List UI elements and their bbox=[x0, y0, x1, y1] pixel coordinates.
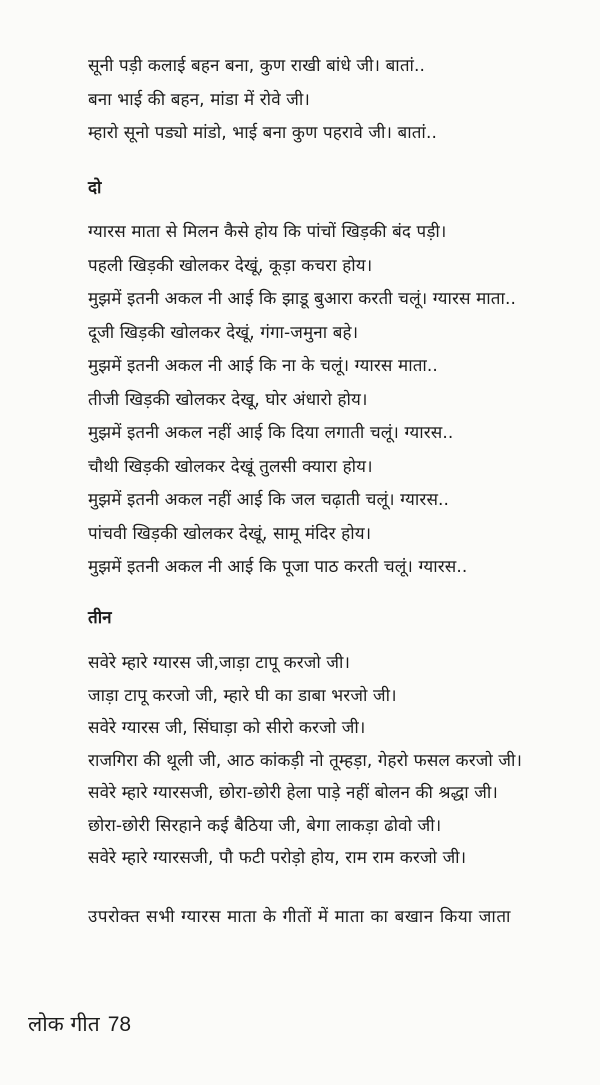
verse-line: मुझमें इतनी अकल नहीं आई कि दिया लगाती चलूं। ग्यारस.. bbox=[88, 423, 454, 443]
verse-line: छोरा-छोरी सिरहाने कई बैठिया जी, बेगा लाकड़ा ढोवो जी। bbox=[88, 815, 442, 836]
section-heading-two: दो bbox=[88, 178, 102, 198]
verse-line: म्हारो सूनो पड्यो मांडो, भाई बना कुण पहरावे जी। बातां.. bbox=[88, 123, 437, 143]
section-heading-three: तीन bbox=[88, 608, 112, 628]
verse-line: चौथी खिड़की खोलकर देखूं तुलसी क्यारा होय। bbox=[88, 456, 373, 477]
page-footer bbox=[28, 1004, 131, 1045]
verse-line: सवेरे म्हारे ग्यारस जी,जाड़ा टापू करजो जी। bbox=[88, 653, 351, 673]
verse-line: पहली खिड़की खोलकर देखूं, कूड़ा कचरा होय। bbox=[88, 255, 373, 276]
stanza-1 bbox=[88, 50, 593, 151]
verse-line: सवेरे म्हारे ग्यारसजी, पौ फटी परोड़ो होय, राम राम करजो जी। bbox=[88, 848, 467, 868]
page-number: 78 bbox=[107, 1013, 132, 1036]
closing-paragraph: उपरोक्त सभी ग्यारस माता के गीतों में माता का बखान किया जाता bbox=[88, 907, 512, 927]
verse-line: सवेरे ग्यारस जी, सिंघाड़ा को सीरो करजो जी। bbox=[88, 718, 366, 738]
book-title: लोक गीत bbox=[28, 1012, 100, 1036]
verse-line: सूनी पड़ी कलाई बहन बना, कुण राखी बांधे जी। बातां.. bbox=[88, 56, 426, 76]
stanza-3 bbox=[88, 647, 593, 875]
verse-line: जाड़ा टापू करजो जी, म्हारे घी का डाबा भरजो जी। bbox=[88, 685, 397, 706]
verse-line: बना भाई की बहन, मांडा में रोवे जी। bbox=[88, 89, 310, 110]
verse-line: ग्यारस माता से मिलन कैसे होय कि पांचों खिड़की बंद पड़ी। bbox=[88, 222, 447, 242]
verse-line: राजगिरा की थूली जी, आठ कांकड़ी नो तूम्हड़ा, गेहरो फसल करजो जी। bbox=[88, 750, 523, 771]
verse-line: पांचवी खिड़की खोलकर देखूं, सामू मंदिर होय। bbox=[88, 523, 372, 544]
verse-line: मुझमें इतनी अकल नहीं आई कि जल चढ़ाती चलूं। ग्यारस.. bbox=[88, 490, 450, 510]
verse-line: तीजी खिड़की खोलकर देखू, घोर अंधारो होय। bbox=[88, 389, 368, 410]
stanza-2 bbox=[88, 216, 593, 585]
verse-line: सवेरे म्हारे ग्यारसजी, छोरा-छोरी हेला पाड़े नहीं बोलन की श्रद्धा जी। bbox=[88, 783, 498, 803]
verse-line: मुझमें इतनी अकल नी आई कि ना के चलूं। ग्यारस माता.. bbox=[88, 356, 438, 376]
verse-line: दूजी खिड़की खोलकर देखूं, गंगा-जमुना बहे। bbox=[88, 322, 359, 343]
verse-line: मुझमें इतनी अकल नी आई कि पूजा पाठ करती चलूं। ग्यारस.. bbox=[88, 557, 468, 577]
verse-line: मुझमें इतनी अकल नी आई कि झाडू बुआरा करती चलूं। ग्यारस माता.. bbox=[88, 289, 516, 309]
